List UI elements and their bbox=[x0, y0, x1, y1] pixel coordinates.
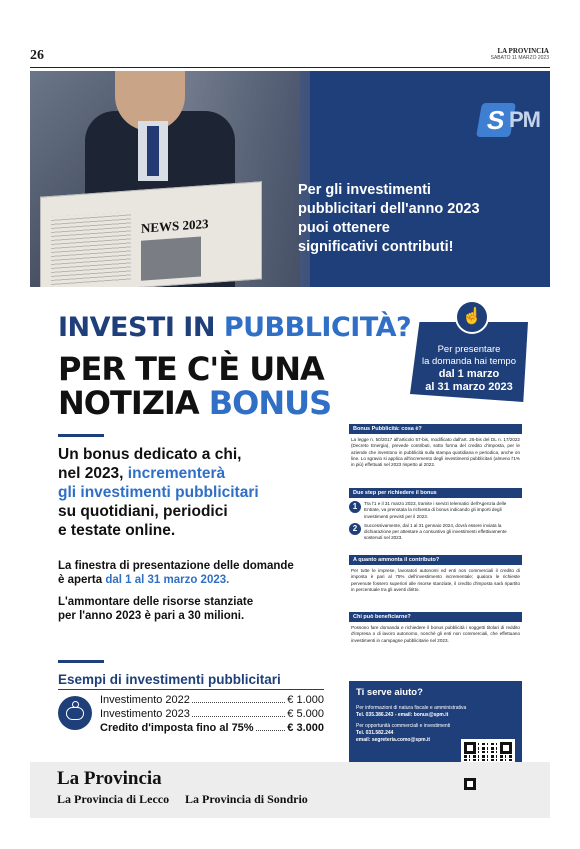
example-row bbox=[100, 707, 324, 721]
headline-line: PER TE C'È UNA bbox=[58, 350, 324, 388]
hand-icon: ☝ bbox=[455, 300, 489, 334]
info-heading: Due step per richiedere il bonus bbox=[349, 488, 522, 498]
badge-text bbox=[410, 344, 528, 394]
info-section-steps bbox=[349, 488, 522, 542]
lead-text bbox=[58, 445, 318, 540]
leader-dots bbox=[192, 707, 285, 717]
slogan-line: significativi contributi! bbox=[298, 239, 454, 255]
piggy-bank-icon bbox=[58, 696, 92, 730]
para-part: è aperta bbox=[58, 574, 106, 586]
leader-dots bbox=[192, 693, 285, 703]
lead-line: Un bonus dedicato a chi, bbox=[58, 446, 242, 463]
example-value: € 3.000 bbox=[287, 722, 324, 734]
lead-accent: gli investimenti pubblicitari bbox=[58, 484, 259, 501]
step-text: Tra l'1 e il 31 marzo 2023, tramite i servizi telematici dell'Agenzia delle Entrate, va prenotata la richiesta di bonus indicando gli importi degli investimenti previsti per il 2023. bbox=[364, 501, 507, 519]
headline-accent: BONUS bbox=[208, 384, 332, 422]
brand-sub: La Provincia di Lecco bbox=[57, 792, 170, 806]
lead-part: nel 2023, bbox=[58, 465, 128, 482]
para-line: La finestra di presentazione delle domande bbox=[58, 560, 294, 572]
badge-line: la domanda hai tempo bbox=[421, 356, 516, 367]
masthead-date: SABATO 11 MARZO 2023 bbox=[490, 54, 549, 61]
info-body: Possono fare domanda e richiedere il bonus pubblicità i soggetti titolari di reddito d'impresa o di lavoro autonomo, nonché gli enti non commerciali, che effettuano investimenti in campagne pubblicitarie nel 2023. bbox=[351, 625, 520, 643]
slogan-line: puoi ottenere bbox=[298, 220, 390, 236]
step-item bbox=[349, 520, 522, 542]
info-body: Per tutte le imprese, lavoratori autonomi ed enti non commerciali il credito di imposta è pari al 75% dell'investimento incrementale; qualora le richieste pervenute fossero superiori alle risorse stanziate, il credito d'imposta sarà ripartito in percentuale tra gli aventi diritto. bbox=[351, 568, 520, 592]
headline-part: NOTIZIA bbox=[58, 384, 209, 422]
section-rule bbox=[58, 660, 104, 663]
info-heading: Chi può beneficiarne? bbox=[349, 612, 522, 622]
brand-sub: La Provincia di Sondrio bbox=[185, 792, 308, 806]
example-row bbox=[100, 721, 324, 735]
help-text: Per opportunità commerciali e investimenti bbox=[356, 723, 451, 729]
top-rule bbox=[30, 67, 550, 68]
step-number: 1 bbox=[349, 501, 361, 513]
help-contact: email: segreteria.como@spm.it bbox=[356, 737, 431, 743]
example-value: € 5.000 bbox=[287, 708, 324, 720]
examples-list bbox=[100, 693, 324, 735]
lead-line: e testate online. bbox=[58, 522, 176, 539]
example-row bbox=[100, 693, 324, 707]
deadline-badge bbox=[410, 300, 528, 402]
step-text: Successivamente, dal 1 al 31 gennaio 2024, dovrà essere inviata la dichiarazione per attestare a consuntivo gli investimenti effettivamente sostenuti nel 2023. bbox=[364, 522, 507, 541]
newspaper-title: NEWS 2023 bbox=[141, 215, 209, 236]
logo-s: S bbox=[476, 103, 516, 137]
info-body: La legge n. 50/2017 all'articolo 57-bis, modificato dall'art. 25-bis del DL n. 17/2022 (Decreto Energia), prevede contributi, sotto forma del credito d'imposta, per le aziende che investono in pubblicità sulla stampa quotidiana e periodica, anche on line. Lo sgravio si applica all'incremento degli investimenti pubblicitari (almeno l'1% in più) effettuati nel 2023 rispetto al 2022. bbox=[351, 437, 520, 468]
para-accent: dal 1 al 31 marzo 2023. bbox=[105, 574, 230, 586]
hero-banner bbox=[30, 71, 550, 287]
step-number: 2 bbox=[349, 523, 361, 535]
logo-pm: PM bbox=[509, 107, 540, 132]
help-text: Per informazioni di natura fiscale e amministrativa bbox=[356, 705, 467, 711]
slogan-line: Per gli investimenti bbox=[298, 182, 431, 198]
para-line: per l'anno 2023 è pari a 30 milioni. bbox=[58, 610, 245, 622]
badge-date: dal 1 marzo bbox=[438, 368, 500, 380]
pig-body-icon bbox=[66, 707, 84, 720]
window-paragraph bbox=[58, 559, 328, 587]
help-contact: Tel. 035.386.243 - email: bonus@spm.it bbox=[356, 712, 449, 718]
hero-slogan bbox=[298, 181, 538, 257]
badge-date: al 31 marzo 2023 bbox=[425, 381, 513, 393]
examples-title: Esempi di investimenti pubblicitari bbox=[58, 672, 281, 687]
info-section-what bbox=[349, 424, 522, 468]
lead-line: su quotidiani, periodici bbox=[58, 503, 228, 520]
info-heading: Bonus Pubblicità: cosa è? bbox=[349, 424, 522, 434]
headline-main bbox=[58, 352, 331, 420]
slogan-line: pubblicitari dell'anno 2023 bbox=[298, 201, 480, 217]
para-line: L'ammontare delle risorse stanziate bbox=[58, 596, 254, 608]
brand-main: La Provincia bbox=[57, 768, 162, 789]
leader-dots bbox=[256, 721, 286, 731]
headline-part: INVESTI IN bbox=[58, 312, 224, 343]
info-section-who bbox=[349, 612, 522, 644]
step-item bbox=[349, 498, 522, 520]
section-rule bbox=[58, 434, 104, 437]
newspaper-image bbox=[40, 181, 262, 287]
newspaper-photo bbox=[141, 237, 201, 281]
info-heading: A quanto ammonta il contributo? bbox=[349, 555, 522, 565]
masthead bbox=[491, 48, 549, 61]
headline-accent: PUBBLICITÀ? bbox=[223, 312, 412, 343]
page-number: 26 bbox=[30, 48, 44, 63]
help-contact: Tel. 031.582.244 bbox=[356, 730, 394, 736]
examples-rule bbox=[58, 689, 324, 690]
newspaper-text-lines bbox=[51, 211, 131, 287]
hero-photo bbox=[30, 71, 300, 287]
badge-line: Per presentare bbox=[437, 344, 501, 355]
budget-paragraph bbox=[58, 595, 328, 623]
info-section-amount bbox=[349, 555, 522, 593]
help-title: Ti serve aiuto? bbox=[356, 687, 423, 698]
lead-accent: incrementerà bbox=[127, 465, 226, 482]
example-label: Credito d'imposta fino al 75% bbox=[100, 722, 254, 734]
example-label: Investimento 2022 bbox=[100, 694, 190, 706]
masthead-name: LA PROVINCIA bbox=[497, 47, 549, 55]
spm-logo bbox=[479, 103, 549, 143]
headline-question bbox=[58, 312, 411, 343]
photo-tie bbox=[147, 126, 159, 176]
example-value: € 1.000 bbox=[287, 694, 324, 706]
footer-brands bbox=[30, 762, 550, 818]
example-label: Investimento 2023 bbox=[100, 708, 190, 720]
